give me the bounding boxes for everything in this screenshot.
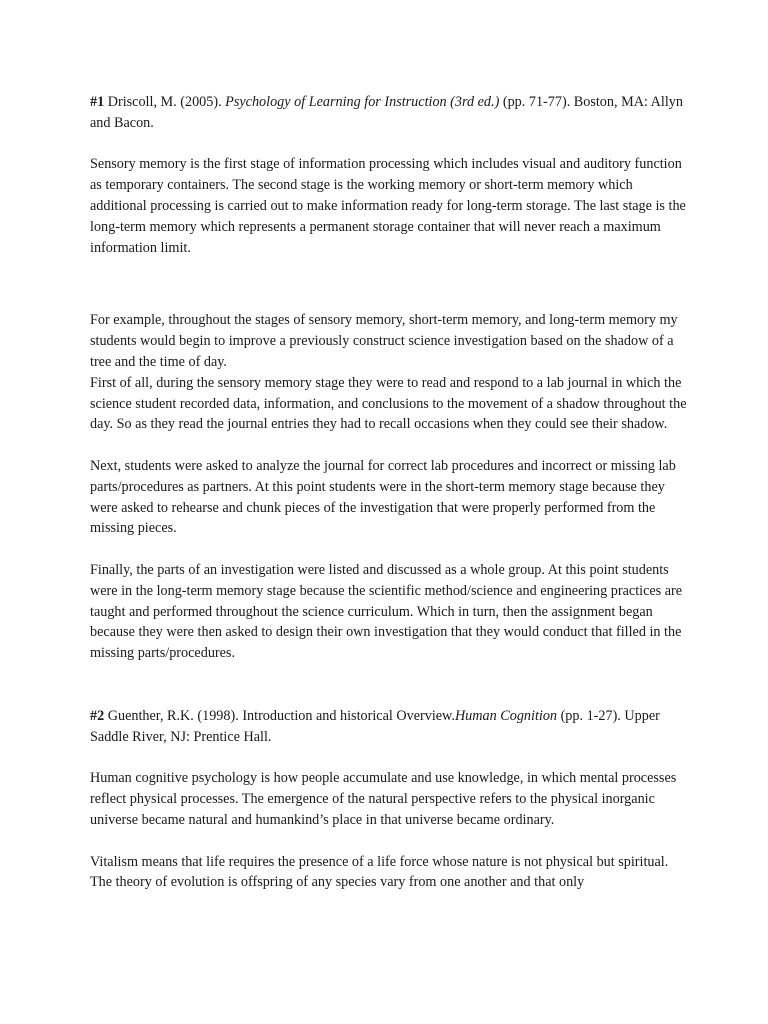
reference-1-publisher: (pp. 71-77). Boston, MA: Allyn and Bacon. [90, 94, 683, 131]
summary-paragraph-sensory-memory: Sensory memory is the first stage of information processing which includes visual and auditory function as temporary containers. The second stage is the working memory or short-term memory which additional processing is carried out to make information ready for long-term storage. The last stage is the long-term memory which represents a permanent storage container that will never reach a maximum information limit. [90, 156, 686, 256]
document-page [90, 92, 690, 893]
reference-2-authors: Guenther, R.K. (1998). Introduction and historical Overview. [104, 707, 455, 724]
example-paragraph-long-term-stage: Finally, the parts of an investigation were listed and discussed as a whole group. At this point students were in the long-term memory stage because the scientific method/science and engineering practices are taught and performed throughout the science curriculum. Which in turn, then the assignment began because they were then asked to design their own investigation that they would conduct that filled in the missing parts/procedures. [90, 561, 683, 662]
reference-2-citation [90, 706, 690, 748]
example-paragraph-intro: For example, throughout the stages of sensory memory, short-term memory, and long-term memory my students would begin to improve a previously construct science investigation based on the shadow of a tree and the time of day. [90, 312, 678, 370]
reference-1-authors: Driscoll, M. (2005). [104, 94, 226, 110]
reference-2-title: Human Cognition [454, 707, 558, 724]
reference-2-number: #2 [90, 707, 105, 724]
summary-paragraph-vitalism: Vitalism means that life requires the presence of a life force whose nature is not physical but spiritual. The theory of evolution is offspring of any species vary from one another and that only [90, 853, 669, 891]
example-paragraph-sensory-stage: First of all, during the sensory memory stage they were to read and respond to a lab journal in which the science student recorded data, information, and conclusions to the movement of a shadow throughout the day. So as they read the journal entries they had to recall occasions when they could see their shadow. [90, 374, 687, 433]
reference-2-publisher: (pp. 1-27). Upper Saddle River, NJ: Prentice Hall. [90, 707, 660, 745]
example-paragraph-short-term-stage: Next, students were asked to analyze the journal for correct lab procedures and incorrect or missing lab parts/procedures as partners. At this point students were in the short-term memory stage because they were asked to rehearse and chunk pieces of the investigation that were properly performed from the missing pieces. [90, 457, 676, 537]
reference-1-number: #1 [90, 94, 105, 110]
reference-1-title: Psychology of Learning for Instruction (3rd ed.) [225, 94, 500, 110]
reference-1-citation [90, 92, 690, 134]
summary-paragraph-cognitive-psychology: Human cognitive psychology is how people accumulate and use knowledge, in which mental processes reflect physical processes. The emergence of the natural perspective refers to the physical inorganic universe became natural and humankind’s place in that universe became ordinary. [90, 770, 677, 828]
